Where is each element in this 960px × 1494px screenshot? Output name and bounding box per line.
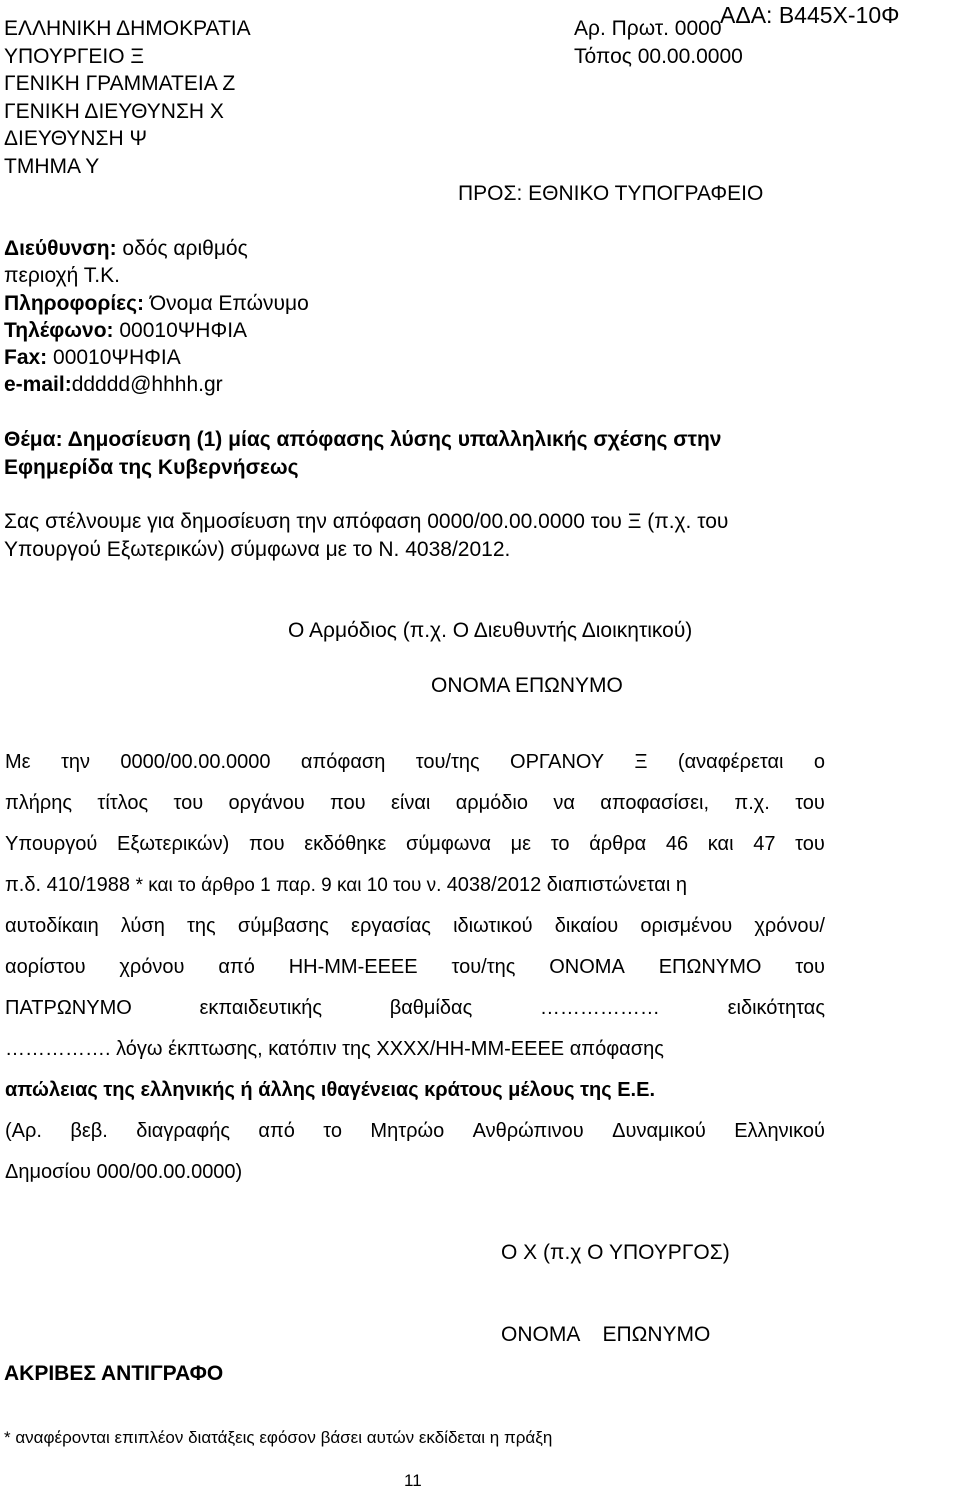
body-line: ……………. λόγω έκπτωσης, κατόπιν της ΧΧΧΧ/ΗΗ-ΜΜ-ΕΕΕΕ απόφασης	[5, 1038, 664, 1060]
phone-value: 00010ΨΗΦΙΑ	[113, 319, 248, 342]
address-line	[4, 236, 248, 262]
place-date: Τόπος 00.00.0000	[574, 45, 743, 68]
header-line: ΔΙΕΥΘΥΝΣΗ Ψ	[4, 127, 148, 150]
area-line: περιοχή Τ.Κ.	[4, 264, 120, 287]
fax-line	[4, 345, 181, 371]
subject-line: Θέμα: Δημοσίευση (1) μίας απόφασης λύσης υπαλληλικής σχέσης στην	[4, 428, 722, 451]
signatory-name: ΟΝΟΜΑ ΕΠΩΝΥΜΟ	[431, 674, 623, 697]
body-line: Με την 0000/00.00.0000 απόφαση του/της ΟΡΓΑΝΟΥ Ξ (αναφέρεται ο	[5, 751, 825, 773]
intro-line: Υπουργού Εξωτερικών) σύμφωνα με το Ν. 4038/2012.	[4, 538, 511, 561]
body-line-bold: απώλειας της ελληνικής ή άλλης ιθαγένειας κράτους μέλους της Ε.Ε.	[5, 1079, 655, 1101]
intro-line: Σας στέλνουμε για δημοσίευση την απόφαση 0000/00.00.0000 του Ξ (π.χ. του	[4, 510, 729, 533]
fax-label: Fax:	[4, 346, 48, 369]
header-line: ΥΠΟΥΡΓΕΙΟ Ξ	[4, 45, 145, 68]
header-line: ΓΕΝΙΚΗ ΔΙΕΥΘΥΝΣΗ Χ	[4, 100, 224, 123]
body-line: ΠΑΤΡΩΝΥΜΟ εκπαιδευτικής βαθμίδας ……………… ειδικότητας	[5, 997, 825, 1019]
body-line: (Αρ. βεβ. διαγραφής από το Μητρώο Ανθρώπινου Δυναμικού Ελληνικού	[5, 1120, 825, 1142]
body-line: πλήρης τίτλος του οργάνου που είναι αρμόδιο να αποφασίσει, π.χ. του	[5, 792, 825, 814]
recipient: ΠΡΟΣ: ΕΘΝΙΚΟ ΤΥΠΟΓΡΑΦΕΙΟ	[458, 182, 764, 205]
address-value: οδός αριθμός	[116, 237, 248, 260]
body-line: αυτοδίκαιη λύση της σύμβασης εργασίας ιδιωτικού δικαίου ορισμένου χρόνου/	[5, 915, 825, 937]
phone-line	[4, 318, 247, 344]
minister-name: ΟΝΟΜΑ ΕΠΩΝΥΜΟ	[501, 1323, 711, 1346]
body-line: π.δ. 410/1988 * και το άρθρο 1 παρ. 9 και 10 του ν. 4038/2012 διαπιστώνεται η	[5, 874, 687, 896]
ada-code: ΑΔΑ: Β445Χ-10Φ	[720, 2, 900, 28]
footnote-marker-text: * και το άρθρο 1 παρ. 9 και 10 του ν.	[135, 875, 447, 896]
info-label: Πληροφορίες:	[4, 292, 145, 315]
header-line: ΤΜΗΜΑ Υ	[4, 155, 100, 178]
body-line: αορίστου χρόνου από ΗΗ-ΜΜ-ΕΕΕΕ του/της ΟΝΟΜΑ ΕΠΩΝΥΜΟ του	[5, 956, 825, 978]
signatory-role: Ο Αρμόδιος (π.χ. Ο Διευθυντής Διοικητικού)	[288, 619, 693, 642]
email-value: ddddd@hhhh.gr	[71, 373, 223, 396]
certified-copy: ΑΚΡΙΒΕΣ ΑΝΤΙΓΡΑΦΟ	[4, 1362, 224, 1385]
email-label: e-mail:	[4, 373, 72, 396]
fax-value: 00010ΨΗΦΙΑ	[47, 346, 181, 369]
body-line: Δημοσίου 000/00.00.0000)	[5, 1161, 243, 1183]
footnote: * αναφέρονται επιπλέον διατάξεις εφόσον βάσει αυτών εκδίδεται η πράξη	[4, 1428, 553, 1447]
phone-label: Τηλέφωνο:	[4, 319, 114, 342]
protocol-number: Αρ. Πρωτ. 0000	[574, 17, 722, 40]
page-number: 11	[404, 1471, 422, 1490]
header-line: ΕΛΛΗΝΙΚΗ ΔΗΜΟΚΡΑΤΙΑ	[4, 17, 251, 40]
email-line	[4, 372, 223, 398]
body-line: Υπουργού Εξωτερικών) που εκδόθηκε σύμφωνα με το άρθρα 46 και 47 του	[5, 833, 825, 855]
address-label: Διεύθυνση:	[4, 237, 117, 260]
minister-role: Ο Χ (π.χ Ο ΥΠΟΥΡΓΟΣ)	[501, 1241, 730, 1264]
subject-line: Εφημερίδα της Κυβερνήσεως	[4, 456, 299, 479]
header-line: ΓΕΝΙΚΗ ΓΡΑΜΜΑΤΕΙΑ Ζ	[4, 72, 236, 95]
info-value: Όνομα Επώνυμο	[144, 292, 309, 315]
info-line	[4, 291, 309, 317]
decision-body	[5, 742, 825, 1193]
